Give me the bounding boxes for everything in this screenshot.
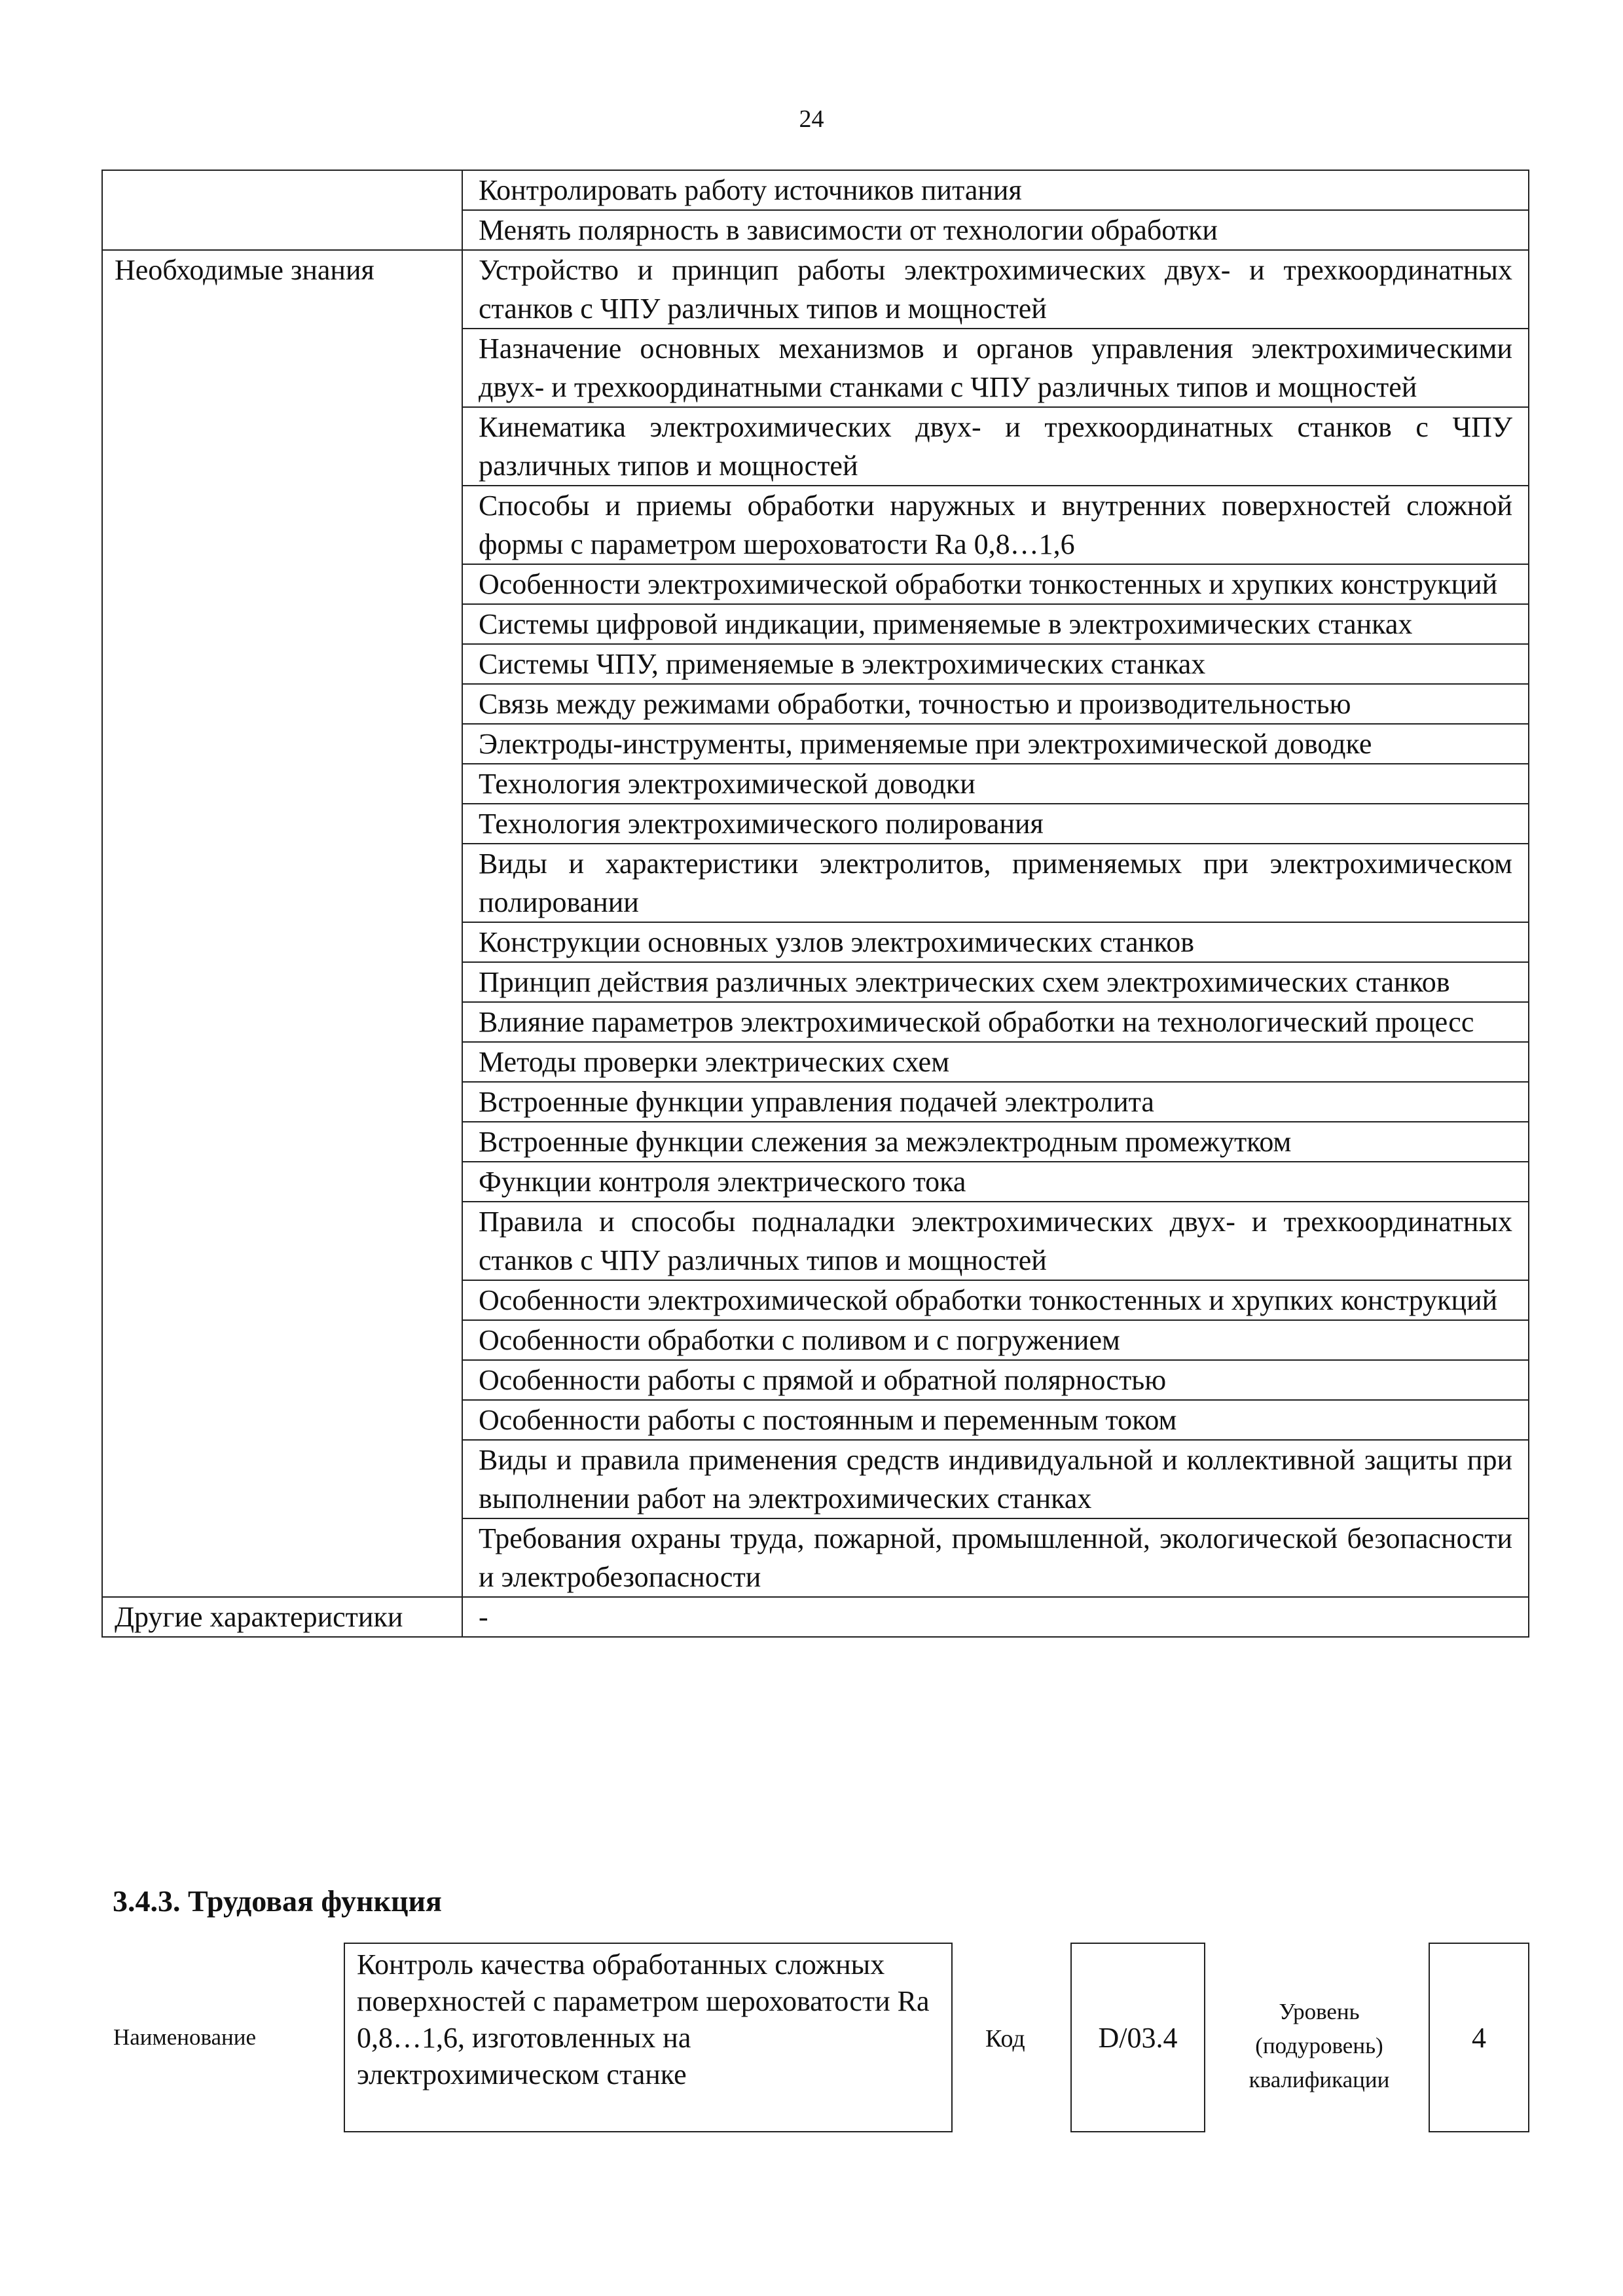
labor-function-row	[101, 1943, 1529, 2136]
row-label-cell	[102, 1202, 462, 1280]
skill-row	[102, 210, 1529, 250]
other-characteristics-row	[102, 1597, 1529, 1637]
knowledge-row	[102, 486, 1529, 564]
knowledge-row	[102, 329, 1529, 407]
level-box: 4	[1429, 1943, 1529, 2132]
knowledge-row	[102, 1122, 1529, 1162]
row-label-cell	[102, 407, 462, 486]
row-item-cell: Виды и правила применения средств индивидуальной и коллективной защиты при выполнении работ на электрохимических станках	[462, 1440, 1529, 1518]
row-item-cell: Системы ЧПУ, применяемые в электрохимических станках	[462, 644, 1529, 684]
row-label-cell	[102, 1400, 462, 1440]
row-label-cell: Необходимые знания	[102, 250, 462, 329]
code-label: Код	[985, 2025, 1025, 2053]
row-label-cell	[102, 1280, 462, 1320]
page-number: 24	[799, 105, 824, 133]
row-label-cell	[102, 764, 462, 804]
row-label-cell: Другие характеристики	[102, 1597, 462, 1637]
row-item-cell: Особенности обработки с поливом и с погружением	[462, 1320, 1529, 1360]
row-item-cell: Методы проверки электрических схем	[462, 1042, 1529, 1082]
row-item-cell: Требования охраны труда, пожарной, промышленной, экологической безопасности и электробезопасности	[462, 1518, 1529, 1597]
row-item-cell: Устройство и принцип работы электрохимических двух- и трехкоординатных станков с ЧПУ различных типов и мощностей	[462, 250, 1529, 329]
knowledge-row	[102, 1320, 1529, 1360]
row-item-cell: Особенности электрохимической обработки тонкостенных и хрупких конструкций	[462, 1280, 1529, 1320]
row-item-cell: Технология электрохимической доводки	[462, 764, 1529, 804]
knowledge-row	[102, 1518, 1529, 1597]
section-heading: 3.4.3. Трудовая функция	[113, 1884, 442, 1918]
row-label-cell	[102, 1082, 462, 1122]
row-label-cell	[102, 564, 462, 604]
knowledge-row	[102, 922, 1529, 962]
function-name-box: Контроль качества обработанных сложных поверхностей с параметром шероховатости Ra 0,8…1,6, изготовленных на электрохимическом станке	[344, 1943, 953, 2132]
skill-row	[102, 170, 1529, 210]
row-label-cell	[102, 329, 462, 407]
row-item-cell: Принцип действия различных электрических схем электрохимических станков	[462, 962, 1529, 1002]
row-item-cell: Виды и характеристики электролитов, применяемых при электрохимическом полировании	[462, 844, 1529, 922]
knowledge-row	[102, 684, 1529, 724]
knowledge-row	[102, 1002, 1529, 1042]
row-label-cell	[102, 922, 462, 962]
row-item-cell: Менять полярность в зависимости от технологии обработки	[462, 210, 1529, 250]
knowledge-row	[102, 1360, 1529, 1400]
row-item-cell: Правила и способы подналадки электрохимических двух- и трехкоординатных станков с ЧПУ различных типов и мощностей	[462, 1202, 1529, 1280]
row-label-cell	[102, 1042, 462, 1082]
knowledge-table	[101, 170, 1529, 1638]
row-item-cell: Способы и приемы обработки наружных и внутренних поверхностей сложной формы с параметром шероховатости Ra 0,8…1,6	[462, 486, 1529, 564]
knowledge-row	[102, 564, 1529, 604]
row-item-cell: Встроенные функции слежения за межэлектродным промежутком	[462, 1122, 1529, 1162]
row-label-cell	[102, 962, 462, 1002]
row-label-cell	[102, 804, 462, 844]
knowledge-row	[102, 1202, 1529, 1280]
row-item-cell: Функции контроля электрического тока	[462, 1162, 1529, 1202]
row-label-cell	[102, 210, 462, 250]
row-item-cell: Электроды-инструменты, применяемые при электрохимической доводке	[462, 724, 1529, 764]
knowledge-table-body	[102, 170, 1529, 1637]
knowledge-row	[102, 1400, 1529, 1440]
knowledge-row	[102, 962, 1529, 1002]
knowledge-row	[102, 844, 1529, 922]
row-item-cell: Связь между режимами обработки, точностью и производительностью	[462, 684, 1529, 724]
name-label: Наименование	[113, 2024, 257, 2050]
row-item-cell: Встроенные функции управления подачей электролита	[462, 1082, 1529, 1122]
row-item-cell: Контролировать работу источников питания	[462, 170, 1529, 210]
row-label-cell	[102, 1440, 462, 1518]
row-item-cell: Кинематика электрохимических двух- и трехкоординатных станков с ЧПУ различных типов и мощностей	[462, 407, 1529, 486]
row-label-cell	[102, 1002, 462, 1042]
row-item-cell: Особенности работы с прямой и обратной полярностью	[462, 1360, 1529, 1400]
knowledge-row	[102, 1162, 1529, 1202]
row-label-cell	[102, 170, 462, 210]
row-item-cell: Особенности электрохимической обработки тонкостенных и хрупких конструкций	[462, 564, 1529, 604]
row-label-cell	[102, 1518, 462, 1597]
knowledge-row	[102, 644, 1529, 684]
row-label-cell	[102, 1360, 462, 1400]
knowledge-row	[102, 407, 1529, 486]
row-label-cell	[102, 844, 462, 922]
row-label-cell	[102, 1162, 462, 1202]
knowledge-row	[102, 250, 1529, 329]
row-item-cell: Особенности работы с постоянным и переменным током	[462, 1400, 1529, 1440]
knowledge-row	[102, 1082, 1529, 1122]
row-item-cell: -	[462, 1597, 1529, 1637]
row-label-cell	[102, 724, 462, 764]
row-label-cell	[102, 486, 462, 564]
level-label: Уровень (подуровень) квалификации	[1249, 1999, 1390, 2092]
knowledge-row	[102, 764, 1529, 804]
row-label-cell	[102, 644, 462, 684]
code-box: D/03.4	[1070, 1943, 1205, 2132]
row-item-cell: Назначение основных механизмов и органов управления электрохимическими двух- и трехкоординатными станками с ЧПУ различных типов и мощностей	[462, 329, 1529, 407]
knowledge-row	[102, 1280, 1529, 1320]
row-label-cell	[102, 1122, 462, 1162]
knowledge-row	[102, 1440, 1529, 1518]
knowledge-row	[102, 1042, 1529, 1082]
row-item-cell: Конструкции основных узлов электрохимических станков	[462, 922, 1529, 962]
row-item-cell: Системы цифровой индикации, применяемые в электрохимических станках	[462, 604, 1529, 644]
row-label-cell	[102, 684, 462, 724]
knowledge-row	[102, 724, 1529, 764]
knowledge-row	[102, 804, 1529, 844]
row-label-cell	[102, 1320, 462, 1360]
row-label-cell	[102, 604, 462, 644]
row-item-cell: Влияние параметров электрохимической обработки на технологический процесс	[462, 1002, 1529, 1042]
knowledge-row	[102, 604, 1529, 644]
row-item-cell: Технология электрохимического полирования	[462, 804, 1529, 844]
